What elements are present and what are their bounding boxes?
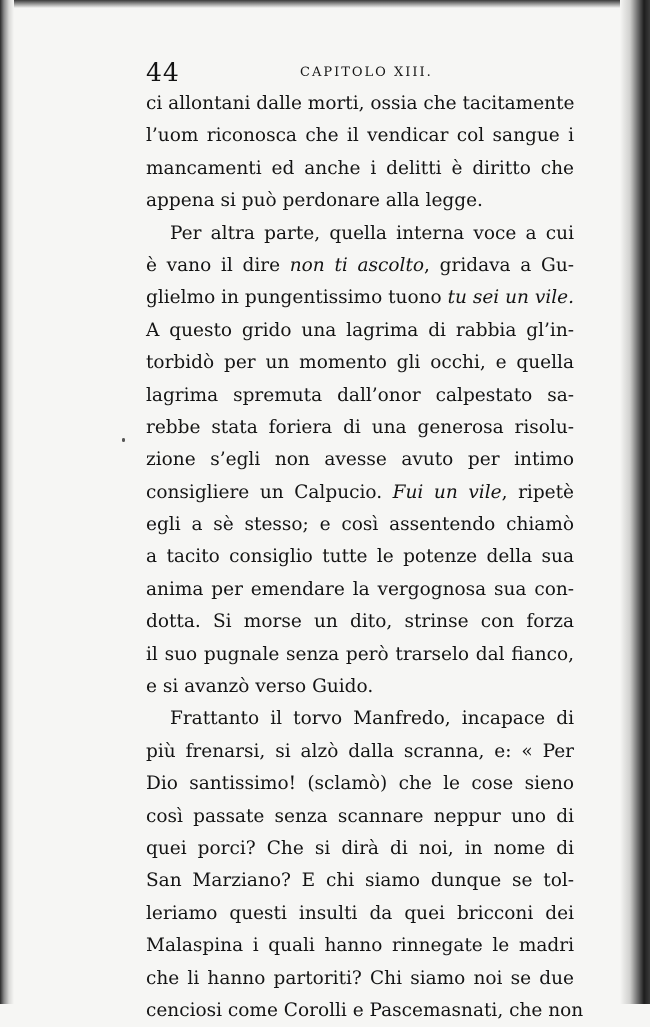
text-line: zione s’egli non avesse avuto per intimo [146, 449, 574, 471]
text-line: egli a sè stesso; e così assentendo chiamò [146, 514, 574, 536]
text-line: che li hanno partoriti? Chi siamo noi se due [146, 967, 574, 989]
text-line: Dio santissimo! (sclamò) che le cose sieno [146, 773, 574, 795]
paragraph-first-line: Per altra parte, quella interna voce a cui [170, 222, 574, 244]
text-line: San Marziano? E chi siamo dunque se tol- [146, 870, 574, 892]
text-line: è vano il dire non ti ascolto, gridava a Gu- [146, 254, 575, 276]
body-text [146, 88, 584, 1027]
text-line: appena si può perdonare alla legge. [146, 190, 483, 212]
text-line: e si avanzò verso Guido. [146, 676, 374, 698]
text-line: A questo grido una lagrima di rabbia gl’in- [146, 319, 574, 341]
text-line: quei porci? Che si dirà di noi, in nome di [146, 837, 574, 859]
text-line: il suo pugnale senza però trarselo dal fianco, [146, 643, 574, 665]
text-line: Malaspina i quali hanno rinnegate le madri [146, 935, 574, 957]
text-line: mancamenti ed anche i delitti è diritto che [146, 157, 574, 179]
page-top-shadow [0, 0, 650, 8]
italic-phrase: Fui un vile [392, 481, 502, 503]
text-line: così passate senza scannare neppur uno di [146, 805, 574, 827]
text-line: torbidò per un momento gli occhi, e quella [146, 352, 574, 374]
text-line: glielmo in pungentissimo tuono tu sei un vile. [146, 287, 575, 309]
paragraph-first-line: Frattanto il torvo Manfredo, incapace di [170, 708, 574, 730]
page-number: 44 [146, 58, 180, 87]
text-line: dotta. Si morse un dito, strinse con forza [146, 611, 574, 633]
text-line: anima per emendare la vergognosa sua con- [146, 578, 574, 600]
binding-gutter-shadow [0, 0, 14, 1004]
text-line: cenciosi come Corolli e Pascemasnati, che non [146, 999, 584, 1021]
ink-speck [122, 438, 125, 442]
italic-phrase: non ti ascolto [289, 254, 425, 276]
text-line: l’uom riconosca che il vendicar col sangue i [146, 125, 574, 147]
italic-phrase: tu sei un vile. [447, 287, 575, 309]
text-line: lagrima spremuta dall’onor calpestato sa- [146, 384, 574, 406]
running-title: CAPITOLO XIII. [300, 65, 433, 80]
text-line: più frenarsi, si alzò dalla scranna, e: « Per [146, 740, 574, 762]
text-line: rebbe stata foriera di una generosa risolu- [146, 416, 574, 438]
page-edge-shadow [620, 0, 650, 1004]
text-line: leriamo questi insulti da quei bricconi dei [146, 902, 574, 924]
text-line: consigliere un Calpucio. Fui un vile, ripetè [146, 481, 574, 503]
page-header [146, 58, 576, 92]
text-line: ci allontani dalle morti, ossia che tacitamente [146, 93, 575, 114]
text-line: a tacito consiglio tutte le potenze della sua [146, 546, 574, 568]
